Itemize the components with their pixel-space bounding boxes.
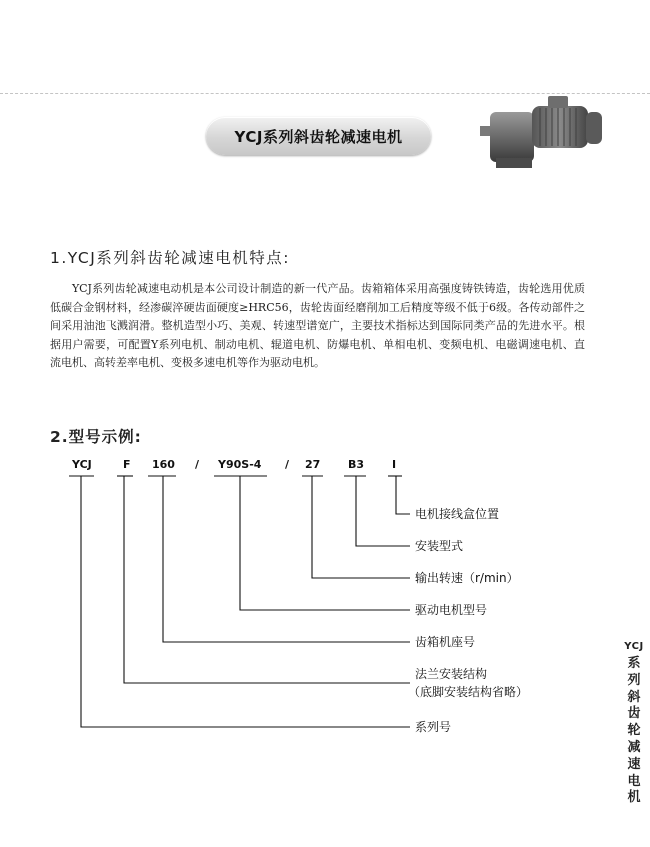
side-tab-char: 斜 (627, 689, 641, 705)
geared-motor-image (478, 88, 608, 174)
side-tab-char: 速 (627, 756, 641, 772)
code-frame-size: 160 (152, 458, 175, 471)
desc-mounting-type: 安装型式 (415, 539, 464, 553)
desc-terminal-box-position: 电机接线盒位置 (415, 507, 500, 521)
code-mounting: B3 (348, 458, 365, 471)
desc-output-speed: 输出转速（r/min） (415, 571, 519, 585)
desc-foot-note: （底脚安装结构省略） (408, 685, 529, 699)
side-tab-char: 列 (627, 672, 641, 688)
code-flange: F (123, 458, 131, 471)
section-heading-model-example: 2.型号示例: (50, 428, 142, 446)
side-tab-char: 电 (627, 773, 641, 789)
code-series: YCJ (72, 458, 92, 471)
side-tab-char: 系 (627, 656, 641, 671)
side-tab-char: 齿 (627, 706, 641, 722)
page-title: YCJ系列斜齿轮减速电机 (206, 117, 431, 155)
section-heading-features: 1.YCJ系列斜齿轮减速电机特点: (50, 249, 291, 267)
desc-gearbox-frame: 齿箱机座号 (415, 635, 476, 649)
side-tab-char: 轮 (627, 723, 641, 739)
code-output-speed: 27 (305, 458, 321, 471)
desc-flange-structure: 法兰安装结构 (415, 667, 488, 681)
side-tab-latin: YCJ (624, 641, 644, 652)
side-tab-char: 机 (627, 790, 641, 806)
desc-series-number: 系列号 (415, 720, 452, 734)
side-tab-char: 减 (627, 739, 641, 755)
code-separator: / (285, 458, 290, 471)
features-paragraph: YCJ系列齿轮减速电动机是本公司设计制造的新一代产品。齿箱箱体采用高强度铸铁铸造，齿轮选用优质低碳合金钢材料，经渗碳淬硬齿面硬度≥HRC56，齿轮齿面经磨削加工后精度等级不低于6级。各传动部件之间采用油池飞溅润滑。整机造型小巧、美观、转速型谱宽广，主要技术指标达到国际同类产品的先进水平。根据用户需要，可配置Y系列电机、制动电机、辊道电机、防爆电机、单相电机、变频电机、电磁调速电机、直流电机、高转差率电机、变极多速电机等作为驱动电机。 (50, 282, 585, 370)
code-separator: / (195, 458, 200, 471)
code-terminal-box: I (392, 458, 397, 471)
code-motor-model: Y90S-4 (218, 458, 262, 471)
side-tab-title (618, 640, 650, 807)
desc-motor-model: 驱动电机型号 (415, 603, 488, 617)
